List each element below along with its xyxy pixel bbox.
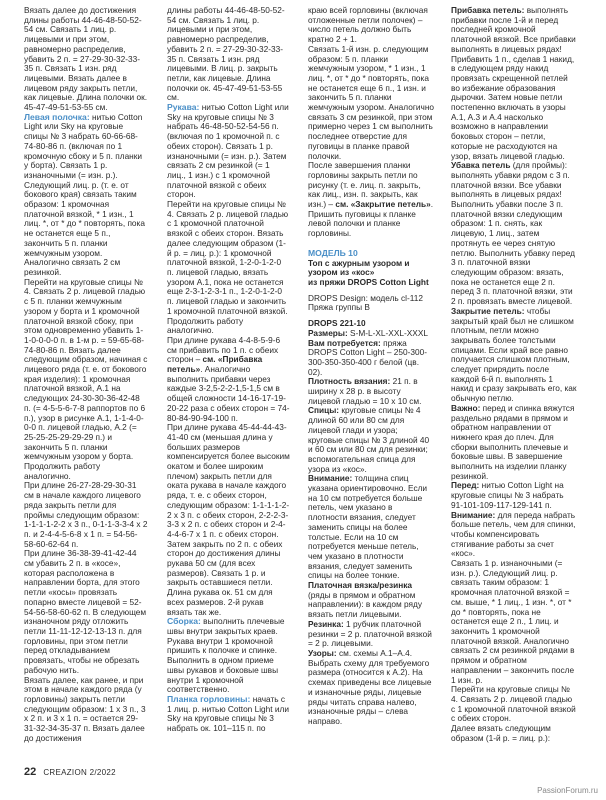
paragraph: Далее вязать следующим образом (1-й р. = лиц. р.): bbox=[451, 723, 551, 743]
attention-value: толщина спиц указана ориентировочно. Если на 10 см потребуется больше петель, чем указано в плотности вязания, следует заменить спицы на более толстые. Если на 10 см потребуется меньше петель, чем указано в плотности вязания, следует заменить спицы на более тонкие. bbox=[308, 473, 428, 581]
paragraph: нитью Cotton Light или Sky на круговые спицы № 3 набрать 46-48-50-52-54-56 п. (включая по 1 кромочной п. с обеих сторон). Связать 1 р. изнаночными (= изн. р.). Затем связать 2 см резинкой (= 1 лиц., 1 изн.) с 1 кромочной платочной вязкой с обеих сторон. bbox=[167, 102, 289, 200]
paragraph: длины работы 44-46-48-50-52-54 см. Связать 1 лиц. р. лицевыми и при этом, равномерно распределив, убавить 2 п. = 27-29-30-32-33-35 п. Связать 1 изн. ряд лицевыми. В лиц. р. закрыть петли, как лицевые. Длина полочки ок. 45-47-49-51-53-55 см. bbox=[167, 6, 285, 103]
label-patterns: Узоры: bbox=[308, 648, 337, 658]
paragraph: чтобы закрытый край был не слишком плотным, петли можно закрывать более толстыми спицами. Если край все равно получается слишком плотным, следует прирядить после каждой 6-й п. выполнять 1 накид и сразу закрывать его, как обычную петлю. bbox=[451, 305, 577, 404]
needles-value: круговые спицы № 4 длиной 60 или 80 см для лицевой глади и узора; круговые спицы № 3 длиной 40 и 60 см или 80 см для резинки; вспомогательная спица для узора из «кос». bbox=[308, 405, 430, 474]
label-sizes: Размеры: bbox=[308, 327, 348, 338]
label-front: Перед: bbox=[451, 480, 480, 491]
yarn-group: Пряжа группы B bbox=[308, 302, 370, 313]
cross-reference: см. «Прибавка петель» bbox=[167, 354, 263, 375]
gauge-value: 21 п. в ширину х 28 р. в высоту лицевой гладью = 10 х 10 см. bbox=[308, 376, 422, 406]
paragraph: При длине 36-38-39-41-42-44 см убавить 2 п. в «косе», которая расположена в направлении борта, для этого петли «косы» провязать попарно вместе лицевой = 52-54-56-58-60-62 п. В следующем изнаночном ряду отложить петли 11-11-12-12-13-13 п. для горловины, при этом петли перед откладыванием провязать, чтобы не обрезать рабочую нить. bbox=[24, 548, 147, 675]
label-materials: Вам потребуется: bbox=[308, 337, 381, 348]
magazine-issue: CREAZION 2/2022 bbox=[43, 768, 116, 777]
label-rib: Резинка: bbox=[308, 618, 344, 629]
model-subtitle: Топ с ажурным узором и узором из «кос» bbox=[308, 257, 410, 278]
paragraph: После завершения планки горловины закрыть петли по рисунку (т. е. лиц. п. закрыть, как лиц., изн. п. закрыть, как изн.) – bbox=[308, 160, 421, 210]
label-gauge: Плотность вязания: bbox=[308, 376, 391, 387]
text-column-3 bbox=[308, 6, 434, 758]
paragraph: выполнять прибавки после 1-й и перед последней кромочной платочной вязкой. Все прибавки выполнять в лицевых рядах! Прибавить 1 п., сделав 1 накид, в следующем ряду накид провязать скрещенной петлей во избежание образования дырочки. Затем новые петли постепенно включать в узоры A.1, A.3 и A.4 насколько возможно в направлении боковых сторон – петли, которые не расходуются на узор, вязать лицевой гладью. bbox=[451, 6, 576, 161]
paragraph: краю всей горловины (включая отложенные петли полочек) – число петель должно быть кратно 2 + 1. bbox=[308, 6, 428, 45]
paragraph: Связать 1 р. изнаночными (= изн. р.). Следующий лиц. р. связать таким образом: 1 кромочная платочной вязкой = см. выше, * 1 лиц., 1 изн. *, от * до * повторять, пока не останется еще 2 п., 1 лиц. и закончить 1 кромочной платочной вязкой. Аналогично связать 2 см резинкой рядами в прямом и обратном направлении – закончить после 1 изн. р. bbox=[451, 558, 575, 685]
model-title: МОДЕЛЬ 10 bbox=[308, 247, 358, 258]
materials-value: пряжа DROPS Cotton Light – 250-300-300-350-350-400 г белой (цв. 02). bbox=[308, 337, 427, 377]
label-important: Важно: bbox=[451, 402, 481, 413]
paragraph: нитью Cotton Light на круговые спицы № 3 набрать 91-101-109-117-129-141 п. bbox=[451, 480, 564, 510]
paragraph: перед и спинка вяжутся раздельно рядами в прямом и обратном направлении от нижнего края до плеч. Для сборки выполнить плечевые и боковые швы. В завершение выполнить на изделии планку резинкой. bbox=[451, 402, 575, 481]
page-footer bbox=[24, 766, 116, 778]
label-attention: Внимание: bbox=[451, 509, 496, 520]
rib-value: 1 рубчик платочной резинки = 2 р. платочной вязкой = 2 р. лицевыми. bbox=[308, 618, 432, 649]
paragraph: Перейти на круговые спицы № 4. Связать 2 р. лицевой гладью с 5 п. планки жемчужным узором у борта и 1 кромочной платочной вязкой сбоку, при этом одновременно убавить 1-1-0-0-0-0 п. в 1-м р. = 59-65-68-74-80-86 п. Вязать далее следующим образом, начиная с лицевого ряда (т. е. от бокового края изделия): 1 кромочная платочной вязкой, А.1 на следующих 24-30-30-36-42-48 п. (= 4-5-5-6-7-8 раппортов по 6 п.), узор в рисунке A.1, 1-1-4-0-0-0 п. лицевой гладью, A.2 (= 25-25-25-29-29-29 п.) и закончить 5 п. планки жемчужным узором у борта. Продолжить работу аналогично. bbox=[24, 276, 148, 481]
paragraph: Вязать далее, как ранее, и при этом в начале каждого ряда (у горловины) закрыть петли следующим образом: 1 х 3 п., 3 х 2 п. и 3 х 1 п. = остается 29-31-32-34-35-37 п. Вязать далее до достижения bbox=[24, 674, 146, 743]
paragraph: Связать 1-й изн. р. следующим образом: 5 п. планки жемчужным узором, * 1 изн., 1 лиц. *, от * до * повторять, пока не останется еще 6 п., 1 изн. и закончить 5 п. планки жемчужным узором. Аналогично связать 3 см резинкой, при этом примерно через 1 см выполнить последнее отверстие для пуговицы в планке правой полочки. bbox=[308, 43, 434, 161]
text-column-2 bbox=[167, 6, 290, 758]
label-increase: Прибавка петель: bbox=[451, 6, 525, 15]
paragraph: При длине 26-27-28-29-30-31 см в начале каждого лицевого ряда закрыть петли для проймы следующим образом: 1-1-1-1-2-2 х 3 п., 0-1-1-3-3-4 х 2 п. и 2-4-4-5-6-8 х 1 п. = 54-56-58-60-62-64 п. bbox=[24, 480, 148, 549]
paragraph: для переда набрать больше петель, чем для спинки, чтобы компенсировать стягивание работы за счет «кос». bbox=[451, 509, 576, 559]
paragraph: выполнить плечевые швы внутри закрытых краев. Рукава внутри 1 кромочной пришить к полочке и спинке. Выполнить в одном приеме швы рукавов и боковые швы внутри 1 кромочной соответственно. bbox=[167, 616, 285, 695]
paragraph: Вязать далее до достижения длины работы 44-46-48-50-52-54 см. Связать 1 лиц. р. лицевыми и при этом, равномерно распределив, убавить 2 п. = 27-29-30-32-33-35 п. Связать 1 изн. ряд лицевыми. Вязать далее в лицевом ряду закрыть петли, как лицевые. Длина полочки ок. 45-47-49-51-53-55 см. bbox=[24, 6, 148, 113]
label-garter: Платочная вязка/резинка bbox=[308, 580, 412, 591]
paragraph: (для проймы): выполнять убавки рядом с 3 п. платочной вязки. Все убавки выполнять в лицевых рядах! Выполнить убавки после 3 п. платочной вязки следующим образом: 1 п. снять, как лицевую, 1 лиц., затем протянуть ее через снятую петлю. Выполнить убавку перед 3 п. платочной вязки следующим образом: вязать, пока не останется еще 2 п. перед 3 п. платочной вязки, эти 2 п. провязать вместе лицевой. bbox=[451, 160, 576, 307]
paragraph: начать с 1 лиц. р. нитью Cotton Light или Sky на круговые спицы № 3 набрать ок. 101–115 п. по bbox=[167, 693, 290, 734]
patterns-value: см. схемы А.1–А.4. Выбрать схему для требуемого размера (относится к А.2). На схемах приведены все лицевые и изнаночные ряды, лицевые ряды читать справа налево, изнаночные ряды – слева направо. bbox=[308, 648, 432, 726]
model-code: DROPS 221-10 bbox=[308, 318, 366, 329]
paragraph: При длине рукава 4-4-8-5-9-6 см прибавить по 1 п. с обеих сторон – bbox=[167, 334, 281, 365]
label-decrease: Убавка петель bbox=[451, 160, 511, 171]
paragraph: . Пришить пуговицы к планке левой полочки и планке горловины. bbox=[308, 199, 433, 239]
paragraph: Перейти на круговые спицы № 4. Связать 2 р. лицевой гладью с 1 кромочной платочной вязкой с обеих сторон. Вязать далее следующим образом (1-й р. = лиц. р.): 1 кромочной платочной вязкой, 1-2-0-1-2-0 п. лицевой гладью, вязать узором А.1, пока не останется еще 2-3-1-2-3-1 п., 1-2-0-1-2-0 п. лицевой гладью и закончить 1 кромочной платочной вязкой. Продолжить работу аналогично. bbox=[167, 199, 289, 336]
section-heading-sleeves: Рукава: bbox=[167, 102, 200, 113]
paragraph: Перейти на круговые спицы № 4. Связать 2 р. лицевой гладью с 1 кромочной платочной вязкой с обеих сторон. bbox=[451, 684, 576, 724]
paragraph: нитью Cotton Light или Sky на круговые спицы № 3 набрать 60-66-68-74-80-86 п. (включая по 1 кромочную сбоку и 5 п. планки у борта). Связать 1 р. изнаночными (= изн. р.). Следующий лиц. р. (т. е. от бокового края) связать таким образом: 1 кромочная платочной вязкой, * 1 изн., 1 лиц. *, от * до * повторять, пока не останется еще 5 п., закончить 5 п. планки жемчужным узором. Аналогично связать 2 см резинкой. bbox=[24, 111, 145, 277]
text-column-4 bbox=[451, 6, 577, 758]
paragraph: При длине рукава 45-44-44-43-41-40 см (меньшая длина у больших размеров компенсируется более высоким окатом и более широким плечом) закрыть петли для оката рукава в начале каждого ряда, т. е. с обеих сторон, следующим образом: 1-1-1-1-2-2 х 3 п. с обеих сторон, 2-2-2-3-3-3 х 2 п. с обеих сторон и 2-4-4-4-6-7 х 1 п. с обеих сторон. Затем закрыть по 2 п. с обеих сторон до достижения длины рукава 50 см (для всех размеров). Связать 1 р. и закрыть оставшиеся петли. Длина рукава ок. 51 см для всех размеров. 2-й рукав вязать так же. bbox=[167, 422, 290, 617]
section-heading-assembly: Сборка: bbox=[167, 616, 201, 627]
watermark: PassionForum.ru bbox=[537, 786, 598, 795]
label-needles: Спицы: bbox=[308, 405, 340, 416]
text-column-1 bbox=[24, 6, 148, 758]
page-number: 22 bbox=[24, 766, 37, 778]
design-ref: DROPS Design: модель cl-112 bbox=[308, 292, 424, 303]
sizes-value: S-M-L-XL-XXL-XXXL bbox=[350, 327, 428, 338]
label-bind-off: Закрытие петель: bbox=[451, 305, 525, 316]
section-heading-neckband: Планка горловины: bbox=[167, 693, 251, 704]
garter-value: (ряды в прямом и обратном направлении): в каждом ряду вязать петли лицевыми. bbox=[308, 589, 422, 620]
model-yarn: из пряжи DROPS Cotton Light bbox=[308, 276, 429, 287]
label-attention: Внимание: bbox=[308, 473, 353, 484]
section-heading-left-front: Левая полочка: bbox=[24, 111, 90, 122]
cross-reference: см. «Закрытие петель» bbox=[335, 199, 431, 210]
paragraph: . Аналогично выполнить прибавки через каждые 3-2,5-2-2-1,5-1,5 см в общей сложности 14-16-17-19-20-22 раза с обеих сторон = 74-80-84-90-94-100 п. bbox=[167, 364, 290, 423]
